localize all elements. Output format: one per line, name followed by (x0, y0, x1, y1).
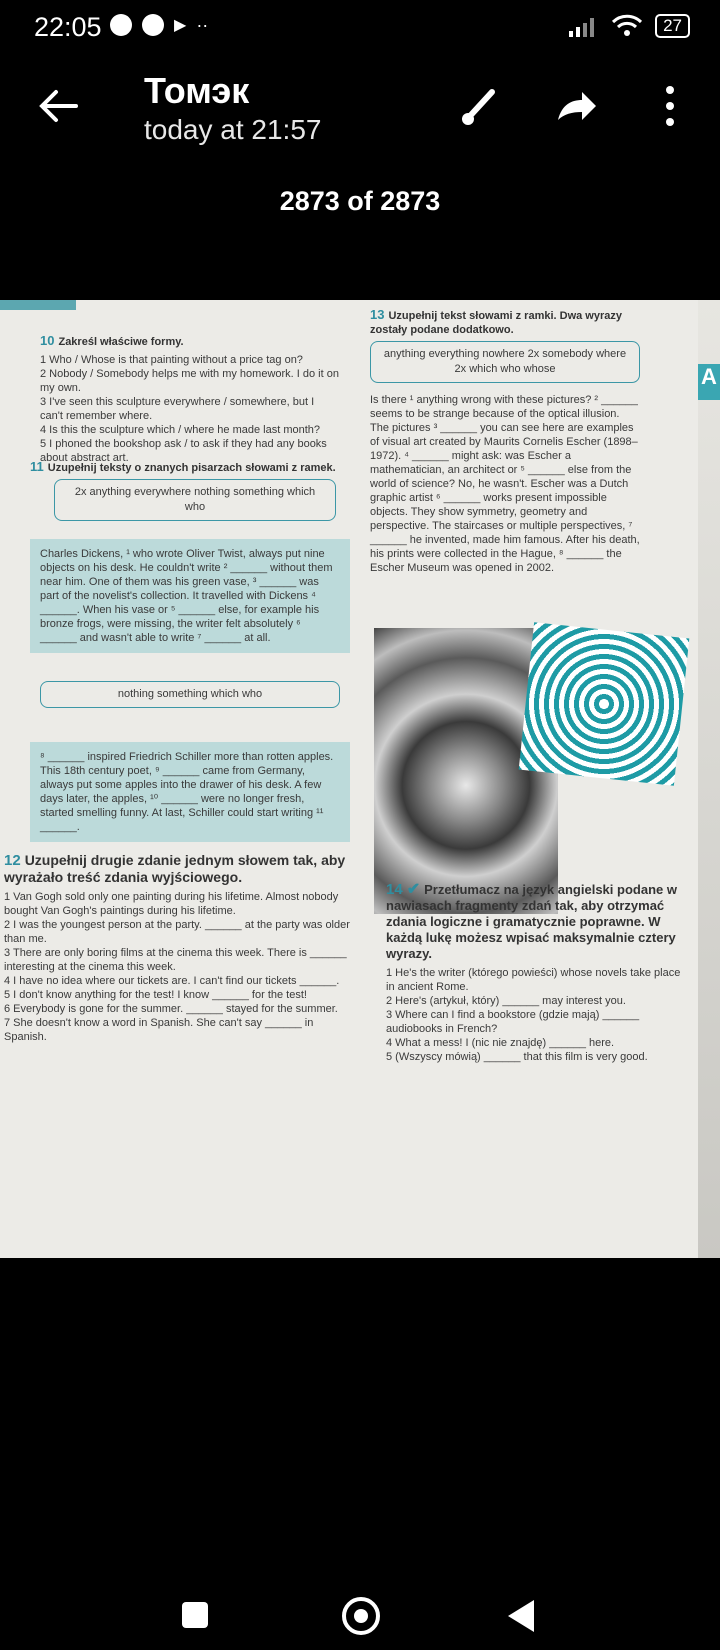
timestamp: today at 21:57 (144, 114, 322, 145)
image-counter: 2873 of 2873 (279, 186, 441, 216)
more-notifications-icon: ·· (196, 14, 209, 35)
text-panel-1: Charles Dickens, ¹ who wrote Oliver Twist, always put nine objects on his desk. He couldn't write ² ______ without them near him. One of them was his green vase, ³ ______ was part of the novelist's collection. It travelled with Dickens ⁴ ______. When his vase or ⁵ ______ else, for example his bronze frogs, were missing, the writer felt absolutely ⁶ ______ and wasn't able to write ⁷ ______ at all. (30, 539, 350, 653)
wifi-icon (611, 14, 643, 38)
system-icons (569, 14, 690, 38)
signal-icon (569, 15, 599, 37)
status-time: 22:05 (34, 12, 102, 42)
word-box-1: 2x anything everywhere nothing something which who (54, 479, 336, 521)
exercise-13: 13 Uzupełnij tekst słowami z ramki. Dwa wyrazy zostały podane dodatkowo. anything everything nowhere 2x somebody where 2x which who whose Is there ¹ anything wrong with these pictures? ² ______ seems to be strange because of the optical illusion. The pictures ³ ______ you can see here are examples of visual art created by Maurits Cornelis Escher (1898–1972). ⁴ ______ might ask: was Escher a mathematician, an architect or ⁵ ______ else from the world of science? No, he wasn't. Escher was a Dutch graphic artist ⁶ ______ works present impossible objects. They show symmetry, geometry and perspective. The staircases or multiple perspectives, ⁷ ______ he invented, made him famous. After his death, his prints were collected in the Hague, ⁸ ______ the Escher Museum was opened in 2002. (370, 307, 640, 574)
page-header-strip (0, 300, 76, 310)
exercise-11: 11 Uzupełnij teksty o znanych pisarzach słowami z ramek. 2x anything everywhere nothing something which who Charles Dickens, ¹ who wrote Oliver Twist, always put nine objects on his desk. He couldn't write ² ______ without them near him. One of them was his green vase, ³ ______ was part of the novelist's collection. It travelled with Dickens ⁴ ______. When his vase or ⁵ ______ else, for example his bronze frogs, were missing, the writer felt absolutely ⁶ ______ and wasn't able to write ⁷ ______ at all. nothing something which who ⁸ ______ inspired Friedrich Schiller more than rotten apples. This 18th century poet, ⁹ ______ came from Germany, always put some apples into the drawer of his desk. A few days later, the apples, ¹⁰ ______ were no longer fresh, started smelling funny. At last, Schiller could start writing ¹¹ ______. (30, 460, 350, 842)
status-bar (0, 0, 720, 56)
exercise-10: 10 Zakreśl właściwe formy. 1 Who / Whose is that painting without a price tag on? 2 Nobody / Somebody helps me with my homework. I do it on my own. 3 I've seen this sculpture everywhere / somewhere, but I can't remember where. 4 Is this the sculpture which / where he made last month? 5 I phoned the bookshop ask / to ask if they had any books about abstract art. (40, 333, 339, 464)
next-page-edge (698, 300, 720, 1258)
exercise-14: 14 ✔ Przetłumacz na język angielski podane w nawiasach fragmenty zdań tak, aby otrzymać zdania logiczne i gramatycznie poprawne. W każdą lukę możesz wpisać maksymalnie cztery wyrazy. 1 He's the writer (którego powieści) whose novels take place in ancient Rome. 2 Here's (artykuł, który) ______ may interest you. 3 Where can I find a bookstore (gdzie mają) ______ audiobooks in French? 4 What a mess! I (nic nie znajdę) ______ here. 5 (Wszyscy mówią) ______ that this film is very good. (386, 881, 681, 1063)
exercise-12: 12 Uzupełnij drugie zdanie jednym słowem tak, aby wyrażało treść zdania wyjściowego. 1 Van Gogh sold only one painting during his lifetime. Almost nobody bought Van Gogh's paintings during his lifetime. 2 I was the youngest person at the party. ______ at the party was older than me. 3 There are only boring films at the cinema this week. There is ______ interesting at the cinema this week. 4 I have no idea where our tickets are. I can't find our tickets ______. 5 I don't know anything for the test! I know ______ for the test! 6 Everybody is gone for the summer. ______ stayed for the summer. 7 She doesn't know a word in Spanish. She can't say ______ in Spanish. (4, 852, 350, 1043)
battery-icon: 27 (655, 14, 690, 38)
optical-illusion-image (519, 622, 690, 785)
word-box-2: nothing something which who (40, 681, 340, 708)
play-icon: ▶ (174, 17, 187, 34)
share-icon[interactable] (552, 82, 600, 130)
nav-back-icon[interactable] (508, 1600, 534, 1632)
check-icon: ✔ (406, 881, 421, 898)
exercise-13-text: Is there ¹ anything wrong with these pictures? ² ______ seems to be strange because of the optical illusion. The pictures ³ ______ you can see here are examples of visual art created by Maurits Cornelis Escher (1898–1972). ⁴ ______ might ask: was Escher a mathematician, an architect or ⁵ ______ else from the world of science? No, he wasn't. Escher was a Dutch graphic artist ⁶ ______ works present impossible objects. They show symmetry, geometry and perspective. The staircases or multiple perspectives, ⁷ ______ he invented, made him famous. After his death, his prints were collected in the Hague, ⁸ ______ the Escher Museum was opened in 2002. (370, 394, 640, 574)
no-entry-icon (142, 14, 164, 36)
text-panel-2: ⁸ ______ inspired Friedrich Schiller more than rotten apples. This 18th century poet, ⁹ ______ came from Germany, always put some apples into the drawer of his desk. A few days later, the apples, ¹⁰ ______ were no longer fresh, started smelling funny. At last, Schiller could start writing ¹¹ ______. (30, 742, 350, 842)
more-vert-icon[interactable] (646, 82, 694, 130)
word-box-3: anything everything nowhere 2x somebody where 2x which who whose (370, 341, 640, 383)
sender-name: Томэк (144, 70, 250, 111)
navigation-bar (0, 1560, 720, 1650)
home-icon[interactable] (342, 1597, 380, 1635)
recents-icon[interactable] (182, 1602, 208, 1628)
chat-icon (110, 14, 132, 36)
next-page-tab: A (698, 364, 720, 400)
photo-viewer[interactable] (0, 300, 720, 1258)
brush-icon[interactable] (456, 82, 504, 130)
textbook-page (0, 300, 706, 1258)
back-arrow-icon[interactable] (36, 84, 80, 128)
notification-icons (110, 14, 208, 36)
